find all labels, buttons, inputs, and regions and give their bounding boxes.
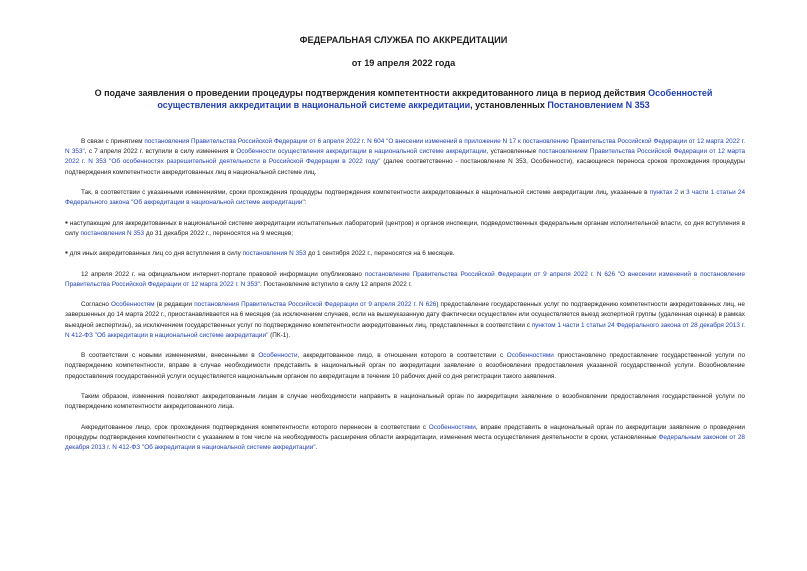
paragraph-text: 12 апреля 2022 г. на официальном интернет-портале правовой информации опубликовано bbox=[81, 270, 365, 278]
paragraph-text: , аккредитованное лицо, в отношении которого в соответствии с bbox=[297, 352, 507, 360]
link-federal-law-412[interactable]: Федерального закона от 28 декабря 2013 г. N 412-ФЗ "Об аккредитации в национальной системе аккредитации" bbox=[65, 321, 746, 339]
paragraph-text: Согласно bbox=[81, 301, 112, 309]
paragraph-9 bbox=[65, 423, 745, 454]
paragraph-1 bbox=[65, 137, 745, 178]
link-postanovlenie-626[interactable]: постановления Правительства Российской Федерации от 9 апреля 2022 г. N 626 bbox=[194, 301, 437, 309]
paragraph-text: , вправе представить в национальный орган по аккредитации заявление о проведении процедуры подтверждения компетентности с указанием в том числе на необходимость расширения области аккредитации, изменения места осуществления деятельности в сроки, установленные bbox=[65, 423, 745, 441]
paragraph-8 bbox=[65, 392, 745, 412]
paragraph-7 bbox=[65, 351, 745, 382]
document-date: от 19 апреля 2022 года bbox=[351, 58, 456, 68]
paragraph-text: до 1 сентября 2022 г., переносятся на 6 месяцев. bbox=[306, 250, 455, 258]
paragraph-text: . Постановление вступило в силу 12 апреля 2022 г. bbox=[259, 280, 412, 288]
link-osobennosti[interactable]: Особенности осуществления аккредитации в национальной системе аккредитации bbox=[236, 148, 487, 156]
paragraph-6 bbox=[65, 300, 745, 341]
link-osobennosti[interactable]: Особенностям bbox=[111, 301, 155, 309]
paragraph-text: Аккредитованное лицо, срок прохождения подтверждения компетентности которого перенесен в соответствии с bbox=[81, 423, 429, 431]
paragraph-text: . bbox=[315, 443, 318, 451]
document-title bbox=[60, 87, 747, 111]
link-osobennosti[interactable]: Особенностями bbox=[506, 352, 554, 360]
paragraph-text: и bbox=[678, 189, 687, 196]
paragraph-text: В связи с принятием bbox=[81, 138, 145, 145]
link-osobennosti[interactable]: Особенностями bbox=[428, 423, 476, 431]
title-text: О подаче заявления о проведении процедуры подтверждения компетентности аккредитованного лица в период действия bbox=[94, 88, 649, 98]
link-postanovlenie-353[interactable]: постановления N 353 bbox=[242, 250, 307, 258]
link-postanovlenie-626[interactable]: постановление Правительства Российской Федерации от 9 апреля 2022 г. N 626 "О внесении изменений в постановление Правительства Российской Федерации от 12 марта 2022 г. N 353" bbox=[65, 270, 746, 288]
paragraph-text: (ПК-1). bbox=[268, 331, 291, 339]
paragraph-text: ) предоставление государственных услуг по подтверждению компетентности аккредитованных лиц, не завершенных до 14 марта 2022 г., приостанавливается на 6 месяцев (за исключением случаев, если на вышеуказанную дату фактически осуществлен или осуществляется выезд экспертной группы (удаленная оценка) в рамках выездной экспертизы), за исключением государственных услуг по подтверждению компетентности аккредитованных лиц, представленных в соответствии с bbox=[65, 301, 745, 329]
paragraph-2 bbox=[65, 188, 745, 208]
paragraph-text: Таким образом, изменения позволяют аккредитованным лицам в случае необходимости направить в национальный орган по аккредитации заявление о возобновлении предоставления государственной услуги по подтверждению компетентности аккредитованного лица. bbox=[65, 392, 745, 411]
link-postanovlenie-353[interactable]: постановлением Правительства Российской Федерации от 12 марта 2022 г. N 353 "Об особенностях разрешительной деятельности в Российской Федерации в 2022 году" bbox=[65, 148, 745, 166]
link-punkt-2[interactable]: пунктах 2 bbox=[649, 189, 679, 196]
paragraph-text: до 31 декабря 2022 г., переносятся на 9 месяцев; bbox=[144, 229, 294, 237]
bullet-item-2 bbox=[65, 249, 745, 259]
paragraph-text: (далее соответственно - постановление N 353, Особенности), касающиеся переноса сроков прохождения процедуры подтверждения компетентности аккредитованных лиц в национальной системе лиц. bbox=[65, 158, 746, 176]
paragraph-text: , с 7 апреля 2022 г. вступили в силу изменения в bbox=[84, 148, 237, 156]
link-osobennosti[interactable]: Особенности bbox=[258, 352, 298, 360]
title-link-postanovlenie[interactable]: Постановлением N 353 bbox=[547, 100, 650, 110]
title-link-osobennosti[interactable]: Особенностей осуществления аккредитации в национальной системе аккредитации bbox=[157, 88, 713, 110]
paragraph-5 bbox=[65, 270, 745, 290]
link-punkt-3[interactable]: 3 части 1 статьи 24 bbox=[686, 189, 745, 196]
link-federal-law-412[interactable]: Федеральным законом от 28 декабря 2013 г. N 412-ФЗ "Об аккредитации в национальной системе аккредитации" bbox=[65, 433, 745, 451]
link-punkt-1[interactable]: пунктом 1 части 1 статьи 24 bbox=[531, 321, 615, 329]
paragraph-text: Так, в соответствии с указанными изменениями, сроки прохождения процедуры подтверждения компетентности аккредитованных в национальной системе аккредитации лиц, указанные в bbox=[81, 189, 650, 196]
agency-heading: ФЕДЕРАЛЬНАЯ СЛУЖБА ПО АККРЕДИТАЦИИ bbox=[299, 35, 508, 45]
paragraph-text: : bbox=[304, 199, 307, 207]
bullet-icon: ▪ bbox=[65, 248, 68, 258]
bullet-item-1 bbox=[65, 219, 745, 239]
link-postanovlenie-604[interactable]: постановления Правительства Российской Федерации от 6 апреля 2022 г. N 604 "О внесении изменений в приложение N 17 к постановлению Правительства Российской Федерации от 12 марта 2022 г. N 353" bbox=[65, 138, 746, 156]
paragraph-text: для иных аккредитованных лиц со дня вступления в силу bbox=[67, 250, 243, 258]
paragraph-text: (в редакции bbox=[154, 301, 195, 309]
paragraph-text: наступающие для аккредитованных в национальной системе аккредитации испытательных лабораторий (центров) и органов инспекции, подведомственных федеральным органам исполнительной власти, со дня вступления в силу bbox=[65, 219, 745, 237]
paragraph-text: , установленные bbox=[486, 148, 539, 156]
paragraph-text: В соответствии с новыми изменениями, внесенными в bbox=[81, 352, 259, 360]
title-text: , установленных bbox=[470, 100, 548, 110]
bullet-icon: ▪ bbox=[65, 217, 68, 227]
paragraph-text: приостановлено предоставление государственной услуги по подтверждению компетентности, вправе в случае необходимости представить в национальный орган по аккредитации заявление о возобновлении предоставления указанной государственной услуги. Возобновление предоставления государственной услуги осуществляется национальным органом по аккредитации в течение 10 рабочих дней со дня регистрации такого заявления. bbox=[65, 352, 746, 380]
document-body bbox=[65, 137, 745, 463]
link-postanovlenie-353[interactable]: постановления N 353 bbox=[80, 229, 145, 237]
link-federal-law[interactable]: Федерального закона "Об аккредитации в национальной системе аккредитации" bbox=[65, 199, 305, 207]
